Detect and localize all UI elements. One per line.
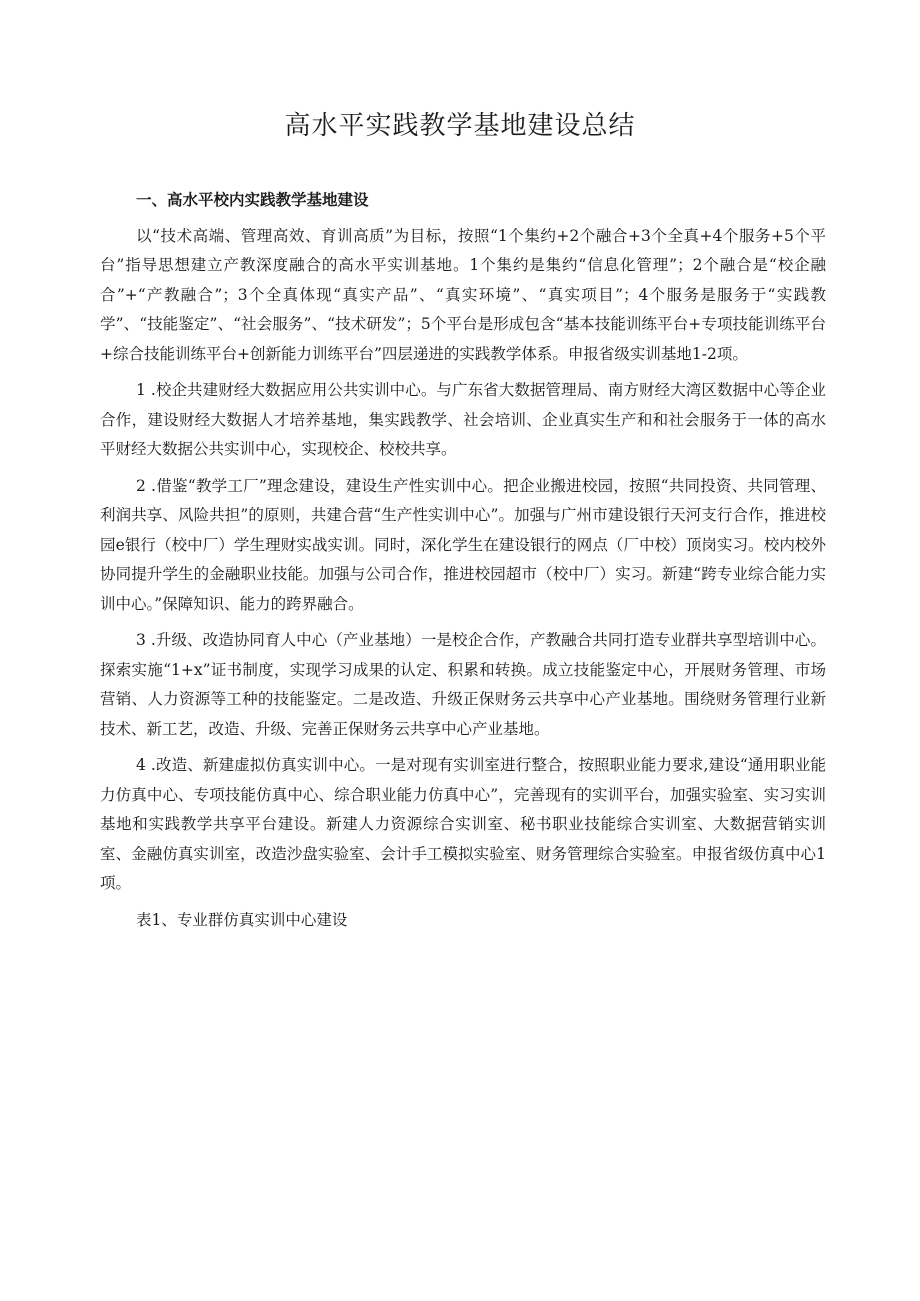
table-caption: 表1、专业群仿真实训中心建设 [136, 910, 348, 929]
section-heading: 一、高水平校内实践教学基地建设 [136, 191, 369, 209]
paragraph-item-4: 4 .改造、新建虚拟仿真实训中心。一是对现有实训室进行整合，按照职业能力要求,建设“通用职业能力仿真中心、专项技能仿真中心、综合职业能力仿真中心”，完善现有的实训平台，加强实验室、实习实训基地和实践教学共享平台建设。新建人力资源综合实训室、秘书职业技能综合实训室、大数据营销实训室、金融仿真实训室，改造沙盘实验室、会计手工模拟实验室、财务管理综合实验室。申报省级仿真中心1项。 [100, 756, 826, 892]
paragraph-item-3: 3 .升级、改造协同育人中心（产业基地）一是校企合作，产教融合共同打造专业群共享型培训中心。探索实施“1+x”证书制度，实现学习成果的认定、积累和转换。成立技能鉴定中心，开展财务管理、市场营销、人力资源等工种的技能鉴定。二是改造、升级正保财务云共享中心产业基地。围绕财务管理行业新技术、新工艺，改造、升级、完善正保财务云共享中心产业基地。 [100, 631, 826, 738]
paragraph-intro: 以“技术高端、管理高效、育训高质”为目标，按照“1个集约+2个融合+3个全真+4个服务+5个平台”指导思想建立产教深度融合的高水平实训基地。1个集约是集约“信息化管理”；2个融合是“校企融合”+“产教融合”；3个全真体现“真实产品”、“真实环境”、“真实项目”；4个服务是服务于“实践教学”、“技能鉴定”、“社会服务”、“技术研发”；5个平台是形成包含“基本技能训练平台+专项技能训练平台+综合技能训练平台+创新能力训练平台”四层递进的实践教学体系。申报省级实训基地1-2项。 [100, 226, 826, 363]
document-body [100, 186, 826, 935]
paragraph-item-2: 2 .借鉴“教学工厂”理念建设，建设生产性实训中心。把企业搬进校园，按照“共同投资、共同管理、利润共享、风险共担”的原则，共建合营“生产性实训中心”。加强与广州市建设银行天河支行合作，推进校园e银行（校中厂）学生理财实战实训。同时，深化学生在建设银行的网点（厂中校）顶岗实习。校内校外协同提升学生的金融职业技能。加强与公司合作，推进校园超市（校中厂）实习。新建“跨专业综合能力实训中心。”保障知识、能力的跨界融合。 [100, 476, 826, 613]
document-title: 高水平实践教学基地建设总结 [284, 111, 636, 141]
paragraph-item-1: 1 .校企共建财经大数据应用公共实训中心。与广东省大数据管理局、南方财经大湾区数据中心等企业合作，建设财经大数据人才培养基地，集实践教学、社会培训、企业真实生产和和社会服务于一体的高水平财经大数据公共实训中心，实现校企、校校共享。 [100, 381, 826, 458]
